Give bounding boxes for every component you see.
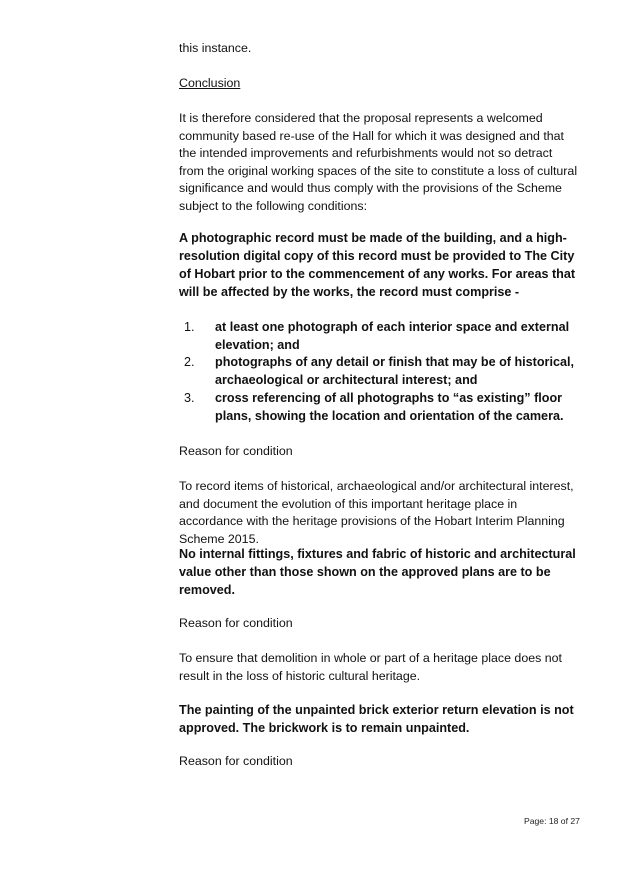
reason-heading: Reason for condition [179, 444, 293, 458]
reason-heading: Reason for condition [179, 616, 293, 630]
list-text: at least one photograph of each interior space and external elevation; and [215, 320, 570, 352]
condition-internal-fittings: No internal fittings, fixtures and fabric of historic and architectural value other than those shown on the approved plans are to be removed. [179, 547, 576, 597]
reason-paragraph: To record items of historical, archaeological and/or architectural interest, and document the evolution of this important heritage place in accordance with the heritage provisions of the Hobart Interim Planning Scheme 2015. [179, 479, 574, 546]
condition-brick-painting: The painting of the unpainted brick exterior return elevation is not approved. The brickwork is to remain unpainted. [179, 703, 574, 735]
conclusion-heading: Conclusion [179, 76, 241, 90]
reason-heading: Reason for condition [179, 754, 293, 768]
conclusion-paragraph: It is therefore considered that the proposal represents a welcomed community based re-use of the Hall for which it was designed and that the intended improvements and refurbishments would not so detract from the original working spaces of the site to constitute a loss of cultural significance and would thus comply with the provisions of the Scheme subject to the following conditions: [179, 111, 578, 213]
page-number: Page: 18 of 27 [524, 816, 580, 826]
reason-paragraph: To ensure that demolition in whole or part of a heritage place does not result in the loss of historic cultural heritage. [179, 651, 562, 683]
list-number: 2. [184, 355, 195, 369]
list-number: 1. [184, 320, 195, 334]
list-text: cross referencing of all photographs to “as existing” floor plans, showing the location and orientation of the camera. [215, 391, 564, 423]
condition-photographic-record: A photographic record must be made of the building, and a high-resolution digital copy of this record must be provided to The City of Hobart prior to the commencement of any works. For areas that will be affected by the works, the record must comprise - [179, 231, 576, 299]
list-text: photographs of any detail or finish that may be of historical, archaeological or architectural interest; and [215, 355, 574, 387]
list-number: 3. [184, 391, 195, 405]
fragment-text: this instance. [179, 41, 252, 55]
